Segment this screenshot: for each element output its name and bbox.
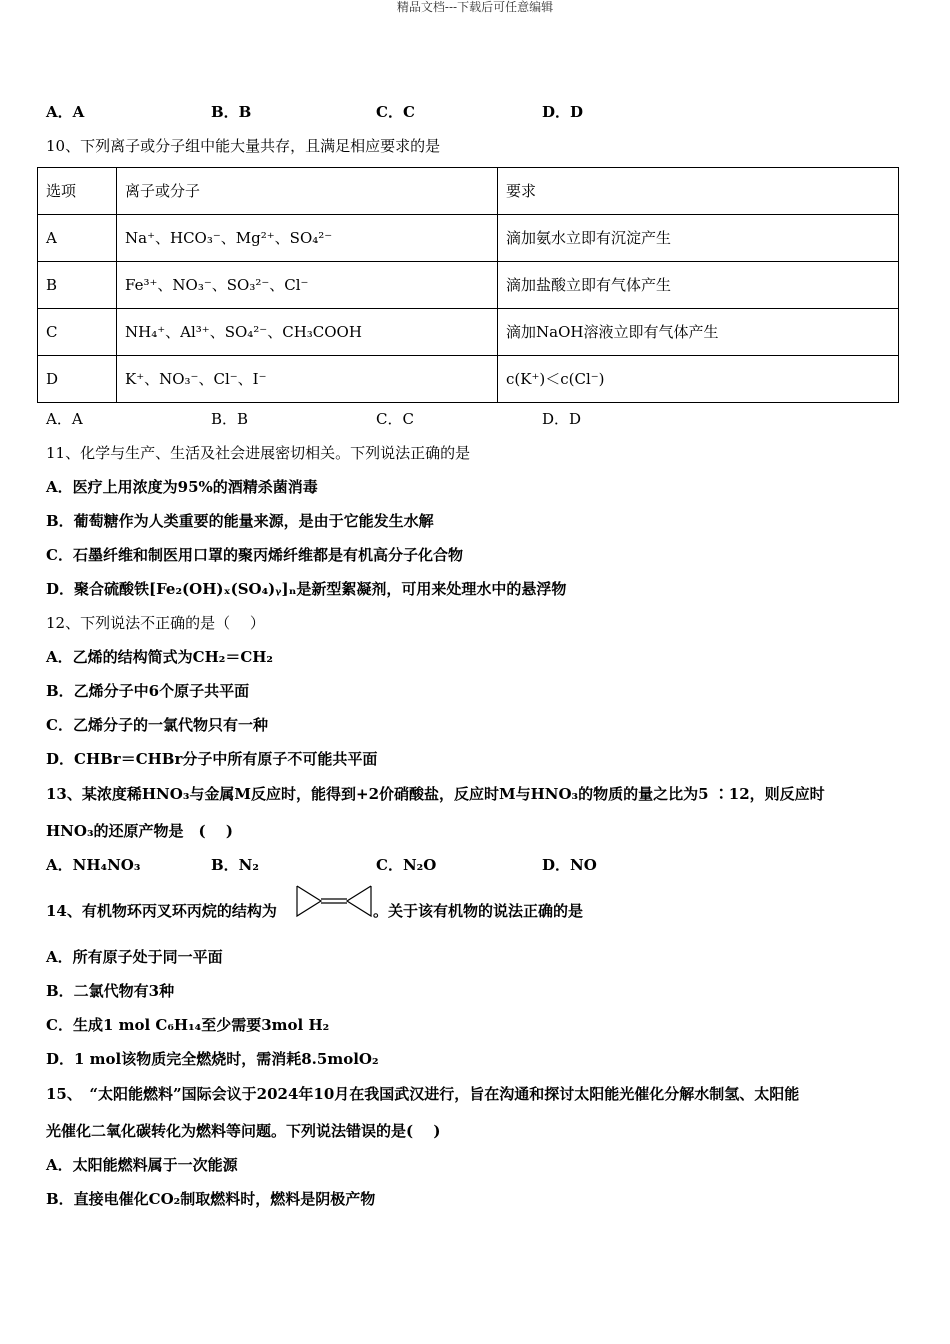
q10-option-d: D．D <box>542 410 582 428</box>
q13-option-b: B．N₂ <box>211 856 259 874</box>
q13-stem-line2: HNO₃的还原产物是 ( ) <box>46 822 233 840</box>
q15-stem-line2: 光催化二氧化碳转化为燃料等问题。下列说法错误的是( ) <box>46 1122 441 1140</box>
table-cell: C <box>38 309 117 356</box>
q15-option-a: A．太阳能燃料属于一次能源 <box>46 1156 238 1174</box>
table-header-row <box>38 168 899 215</box>
q14-option-a: A．所有原子处于同一平面 <box>46 948 223 966</box>
q10-table <box>37 167 899 403</box>
q15-stem-line1: 15、 “太阳能燃料”国际会议于2024年10月在我国武汉进行，旨在沟通和探讨太阳能光催化分解水制氢、太阳能 <box>46 1085 800 1103</box>
table-header: 离子或分子 <box>117 168 498 215</box>
table-header: 选项 <box>38 168 117 215</box>
q12-option-b: B．乙烯分子中6个原子共平面 <box>46 682 250 700</box>
q13-option-c: C．N₂O <box>376 856 437 874</box>
q11-option-c: C．石墨纤维和制医用口罩的聚丙烯纤维都是有机高分子化合物 <box>46 546 463 564</box>
q11-option-a: A．医疗上用浓度为95%的酒精杀菌消毒 <box>46 478 318 496</box>
q13-option-d: D．NO <box>542 856 597 874</box>
table-row <box>38 215 899 262</box>
q9-option-d: D．D <box>542 103 584 121</box>
table-row <box>38 262 899 309</box>
q9-option-c: C．C <box>376 103 415 121</box>
table-cell: c(K⁺)＜c(Cl⁻) <box>498 356 899 403</box>
q10-option-c: C．C <box>376 410 414 428</box>
table-header: 要求 <box>498 168 899 215</box>
q13-stem-line1: 13、某浓度稀HNO₃与金属M反应时，能得到+2价硝酸盐，反应时M与HNO₃的物质的量之比为5 ∶12，则反应时 <box>46 785 825 803</box>
table-cell: Fe³⁺、NO₃⁻、SO₃²⁻、Cl⁻ <box>117 262 498 309</box>
table-cell: K⁺、NO₃⁻、Cl⁻、I⁻ <box>117 356 498 403</box>
q14-option-c: C．生成1 mol C₆H₁₄至少需要3mol H₂ <box>46 1016 330 1034</box>
table-cell: 滴加NaOH溶液立即有气体产生 <box>498 309 899 356</box>
q11-option-d: D．聚合硫酸铁[Fe₂(OH)ₓ(SO₄)ᵧ]ₙ是新型絮凝剂，可用来处理水中的悬浮物 <box>46 580 567 598</box>
q15-option-b: B．直接电催化CO₂制取燃料时，燃料是阴极产物 <box>46 1190 376 1208</box>
q11-option-b: B．葡萄糖作为人类重要的能量来源，是由于它能发生水解 <box>46 512 434 530</box>
table-cell: NH₄⁺、Al³⁺、SO₄²⁻、CH₃COOH <box>117 309 498 356</box>
table-cell: 滴加氨水立即有沉淀产生 <box>498 215 899 262</box>
table-cell: D <box>38 356 117 403</box>
q13-option-a: A．NH₄NO₃ <box>46 856 141 874</box>
q14-option-b: B．二氯代物有3种 <box>46 982 175 1000</box>
page-header: 精品文档---下载后可任意编辑 <box>396 0 554 14</box>
q12-option-c: C．乙烯分子的一氯代物只有一种 <box>46 716 268 734</box>
q10-option-b: B．B <box>211 410 249 428</box>
table-row <box>38 356 899 403</box>
q10-stem: 10、下列离子或分子组中能大量共存，且满足相应要求的是 <box>46 137 441 155</box>
q9-option-b: B．B <box>211 103 252 121</box>
q12-option-d: D．CHBr＝CHBr分子中所有原子不可能共平面 <box>46 750 378 768</box>
q10-option-a: A．A <box>46 410 83 428</box>
q12-stem: 12、下列说法不正确的是（ ） <box>46 614 265 632</box>
q14-stem-before: 14、有机物环丙叉环丙烷的结构为 <box>46 902 277 920</box>
table-cell: B <box>38 262 117 309</box>
table-cell: Na⁺、HCO₃⁻、Mg²⁺、SO₄²⁻ <box>117 215 498 262</box>
cyclopropylidenecyclopropane-structure-icon <box>295 884 373 918</box>
q12-option-a: A．乙烯的结构简式为CH₂＝CH₂ <box>46 648 274 666</box>
q9-option-a: A．A <box>46 103 85 121</box>
table-cell: A <box>38 215 117 262</box>
q11-stem: 11、化学与生产、生活及社会进展密切相关。下列说法正确的是 <box>46 444 471 462</box>
q14-stem-after: 。关于该有机物的说法正确的是 <box>373 902 584 920</box>
table-row <box>38 309 899 356</box>
table-cell: 滴加盐酸立即有气体产生 <box>498 262 899 309</box>
q14-option-d: D．1 mol该物质完全燃烧时，需消耗8.5molO₂ <box>46 1050 379 1068</box>
